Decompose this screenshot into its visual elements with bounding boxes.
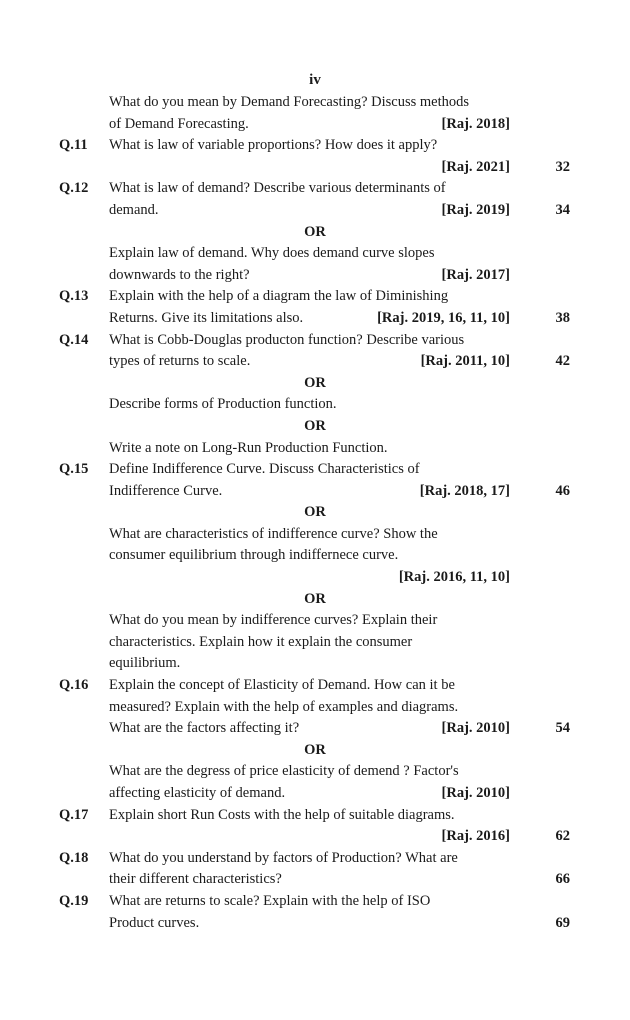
- text-line: [Raj. 2018, 17] Indifference Curve.: [109, 481, 510, 503]
- text-line: What is Cobb-Douglas producton function? Describe various: [109, 331, 465, 348]
- question-number: Q.17: [59, 806, 89, 823]
- text-line: Write a note on Long-Run Production Function.: [109, 439, 388, 456]
- question-number: Q.12: [59, 180, 89, 197]
- text-line: What are characteristics of indifference curve? Show the: [109, 525, 438, 542]
- text-line: Describe forms of Production function.: [109, 396, 337, 413]
- entry-text: [109, 286, 510, 329]
- question-number: Q.13: [59, 288, 89, 305]
- entry-text: [109, 610, 510, 675]
- question-number: Q.16: [59, 677, 89, 694]
- or-separator: OR: [304, 223, 326, 240]
- raj-reference: [Raj. 2018, 17]: [419, 482, 510, 499]
- text-line: [Raj. 2019] demand.: [109, 200, 510, 222]
- text-line: What are returns to scale? Explain with the help of ISO: [109, 892, 431, 909]
- alternative-entry: [0, 92, 630, 135]
- text-line: Product curves.: [109, 914, 200, 931]
- text-line: Define Indifference Curve. Discuss Characteristics of: [109, 461, 420, 478]
- question-number: Q.18: [59, 849, 89, 866]
- alternative-entry: [0, 438, 630, 460]
- text-line: What do you mean by Demand Forecasting? Discuss methods: [109, 94, 470, 110]
- page-ref: 54: [555, 720, 570, 737]
- entry-text: [109, 675, 510, 740]
- raj-reference: [Raj. 2011, 10]: [420, 353, 510, 370]
- entry-text: [109, 459, 510, 502]
- entry-text: [109, 848, 510, 891]
- text-line: What are the degress of price elasticity of demend ? Factor's: [109, 763, 459, 780]
- or-separator: OR: [304, 504, 326, 521]
- entry-text: [109, 524, 510, 589]
- question-entry: [0, 135, 630, 178]
- page-ref: 38: [555, 309, 570, 326]
- text-line: [Raj. 2018] of Demand Forecasting.: [109, 114, 510, 136]
- or-separator: OR: [304, 374, 326, 391]
- or-separator: OR: [304, 590, 326, 607]
- text-line: What do you understand by factors of Production? What are: [109, 849, 458, 866]
- raj-reference: [Raj. 2018]: [441, 115, 510, 132]
- question-entry: [0, 675, 630, 740]
- page-ref: 62: [555, 828, 570, 845]
- question-entry: [0, 848, 630, 891]
- question-entry: [0, 459, 630, 502]
- raj-reference: [Raj. 2016, 11, 10]: [398, 569, 510, 586]
- entry-text: [109, 394, 510, 416]
- question-entry: [0, 178, 630, 221]
- text-line: Explain the concept of Elasticity of Demand. How can it be: [109, 677, 455, 694]
- text-line: [Raj. 2010] affecting elasticity of demand.: [109, 783, 510, 805]
- alternative-entry: [0, 610, 630, 675]
- text-line: [Raj. 2017] downwards to the right?: [109, 265, 510, 287]
- text-line: What is law of variable proportions? How does it apply?: [109, 137, 438, 154]
- page-ref: 32: [555, 158, 570, 175]
- text-line: Explain with the help of a diagram the law of Diminishing: [109, 288, 449, 305]
- alternative-entry: [0, 243, 630, 286]
- or-separator: OR: [304, 741, 326, 758]
- text-line: Explain law of demand. Why does demand curve slopes: [109, 245, 435, 262]
- text-line: [Raj. 2019, 16, 11, 10] Returns. Give its limitations also.: [109, 308, 510, 330]
- text-line: their different characteristics?: [109, 871, 282, 888]
- page-ref: 34: [555, 201, 570, 218]
- text-line: characteristics. Explain how it explain the consumer: [109, 633, 413, 650]
- entry-text: [109, 330, 510, 373]
- text-line: consumer equilibrium through indiffernece curve.: [109, 547, 399, 564]
- text-line: measured? Explain with the help of examples and diagrams.: [109, 698, 459, 715]
- question-entry: [0, 330, 630, 373]
- raj-reference: [Raj. 2019]: [441, 201, 510, 218]
- raj-reference: [Raj. 2019, 16, 11, 10]: [377, 309, 510, 326]
- alternative-entry: [0, 761, 630, 804]
- page-ref: 69: [555, 914, 570, 931]
- page-number: iv: [309, 72, 321, 88]
- text-line: [Raj. 2010] What are the factors affecting it?: [109, 718, 510, 740]
- entry-text: [109, 92, 510, 135]
- question-number: Q.19: [59, 892, 89, 909]
- alternative-entry: [0, 524, 630, 589]
- question-entry: [0, 891, 630, 934]
- entry-text: [109, 761, 510, 804]
- raj-reference: [Raj. 2016]: [441, 828, 510, 845]
- text-line: [Raj. 2011, 10] types of returns to scale.: [109, 351, 510, 373]
- raj-reference: [Raj. 2021]: [441, 158, 510, 175]
- text-line: equilibrium.: [109, 655, 181, 672]
- question-number: Q.11: [59, 137, 88, 154]
- text-line: What do you mean by indifference curves? Explain their: [109, 612, 438, 629]
- entry-text: [109, 243, 510, 286]
- entry-text: [109, 178, 510, 221]
- page-ref: 66: [555, 871, 570, 888]
- entry-text: [109, 805, 510, 848]
- or-separator: OR: [304, 417, 326, 434]
- page-ref: 46: [555, 482, 570, 499]
- raj-reference: [Raj. 2010]: [441, 720, 510, 737]
- contents-list: [0, 92, 630, 934]
- raj-reference: [Raj. 2017]: [441, 266, 510, 283]
- alternative-entry: [0, 394, 630, 416]
- raj-reference: [Raj. 2010]: [441, 785, 510, 801]
- question-entry: [0, 286, 630, 329]
- page-ref: 42: [555, 353, 570, 370]
- text-line: Explain short Run Costs with the help of suitable diagrams.: [109, 806, 455, 823]
- entry-text: [109, 135, 510, 178]
- question-number: Q.15: [59, 461, 89, 478]
- question-entry: [0, 805, 630, 848]
- question-number: Q.14: [59, 331, 89, 348]
- entry-text: [109, 438, 510, 460]
- text-line: What is law of demand? Describe various determinants of: [109, 180, 446, 197]
- entry-text: [109, 891, 510, 934]
